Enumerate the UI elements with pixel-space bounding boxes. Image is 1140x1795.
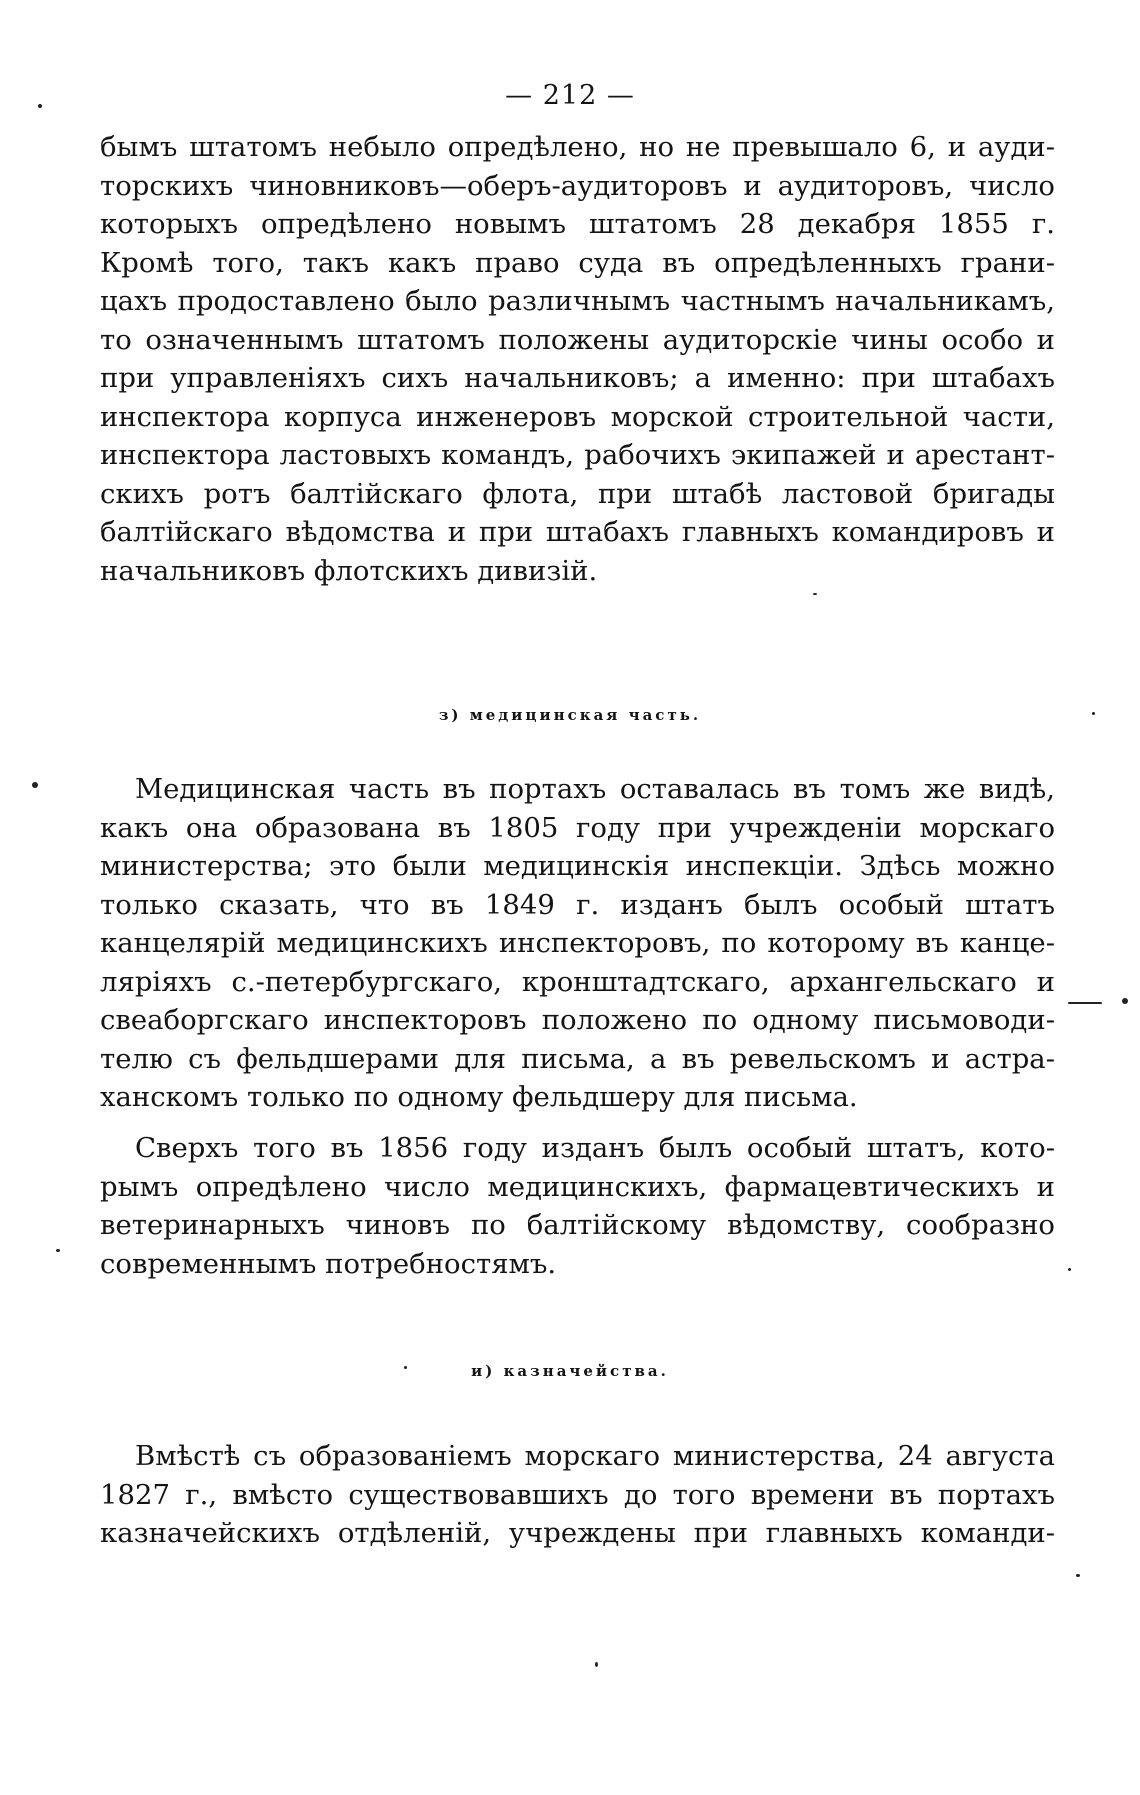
scan-speck [32,782,38,788]
scan-speck [56,1249,60,1252]
scan-speck [1076,1574,1080,1577]
text-line: 1827 г., вмѣсто существовавшихъ до того времени въ портахъ [100,1478,1055,1511]
text-line: скихъ ротъ балтійскаго флота, при штабѣ ластовой бригады [100,477,1055,510]
section-heading-treasury: и) казначейства. [471,1362,669,1380]
scan-speck [1122,998,1128,1004]
text-line: которыхъ опредѣлено новымъ штатомъ 28 декабря 1855 г. [100,208,1055,240]
text-line: Сверхъ того въ 1856 году изданъ былъ особый штатъ, кото- [135,1132,1055,1164]
text-line: при управленіяхъ сихъ начальниковъ; а именно: при штабахъ [100,362,1055,394]
scan-speck [595,1662,598,1667]
scan-speck [38,104,42,108]
text-line: инспектора корпуса инженеровъ морской строительной части, [100,400,1055,433]
text-line: ханскомъ только по одному фельдшеру для письма. [100,1081,858,1113]
paragraph-continued [100,128,1055,590]
text-line: рымъ опредѣлено число медицинскихъ, фармацевтическихъ и [100,1170,1055,1203]
text-line: казначейскихъ отдѣленій, учреждены при главныхъ команди- [100,1517,1055,1549]
text-line: только сказать, что въ 1849 г. изданъ былъ особый штатъ [100,888,1055,921]
text-line: Вмѣстѣ съ образованіемъ морскаго министерства, 24 августа [135,1440,1055,1472]
text-line: ляріяхъ с.-петербургскаго, кронштадтскаго, архангельскаго и [100,965,1055,998]
text-line: Кромѣ того, такъ какъ право суда въ опредѣленныхъ грани- [100,246,1055,279]
scan-speck [813,593,817,595]
paragraph-staff-1856 [100,1129,1055,1283]
text-line: канцелярій медицинскихъ инспекторовъ, по которому въ канце- [100,927,1055,959]
scan-speck [404,1366,407,1369]
page-number: — 212 — [505,80,635,111]
text-line: телю съ фельдшерами для письма, а въ ревельскомъ и астра- [100,1042,1055,1075]
text-line: цахъ продоставлено было различнымъ частнымъ начальникамъ, [100,285,1055,317]
paragraph-medical [100,770,1055,1117]
text-line: балтійскаго вѣдомства и при штабахъ главныхъ командировъ и [100,516,1055,548]
scan-speck [1092,712,1095,715]
text-line: ветеринарныхъ чиновъ по балтійскому вѣдомству, сообразно [100,1209,1055,1241]
scan-speck [1068,1268,1071,1271]
text-line: то означеннымъ штатомъ положены аудиторскіе чины особо и [100,323,1055,356]
text-line: бымъ штатомъ небыло опредѣлено, но не превышало 6, и ауди- [100,131,1055,163]
text-line: Медицинская часть въ портахъ оставалась въ томъ же видѣ, [135,773,1055,805]
paragraph-treasury [100,1437,1055,1553]
text-line: министерства; это были медицинскія инспекціи. Здѣсь можно [100,850,1055,882]
text-line: свеаборгскаго инспекторовъ положено по одному письмоводи- [100,1004,1055,1036]
section-heading-medical: з) медицинская часть. [438,706,702,724]
text-line: торскихъ чиновниковъ—оберъ-аудиторовъ и аудиторовъ, число [100,169,1055,202]
text-line: современнымъ потребностямъ. [100,1247,557,1280]
text-line: инспектора ластовыхъ командъ, рабочихъ экипажей и арестант- [100,439,1055,471]
text-line: какъ она образована въ 1805 году при учрежденіи морскаго [100,811,1055,844]
scan-speck [1068,1002,1102,1004]
text-line: начальниковъ флотскихъ дивизій. [100,554,598,587]
